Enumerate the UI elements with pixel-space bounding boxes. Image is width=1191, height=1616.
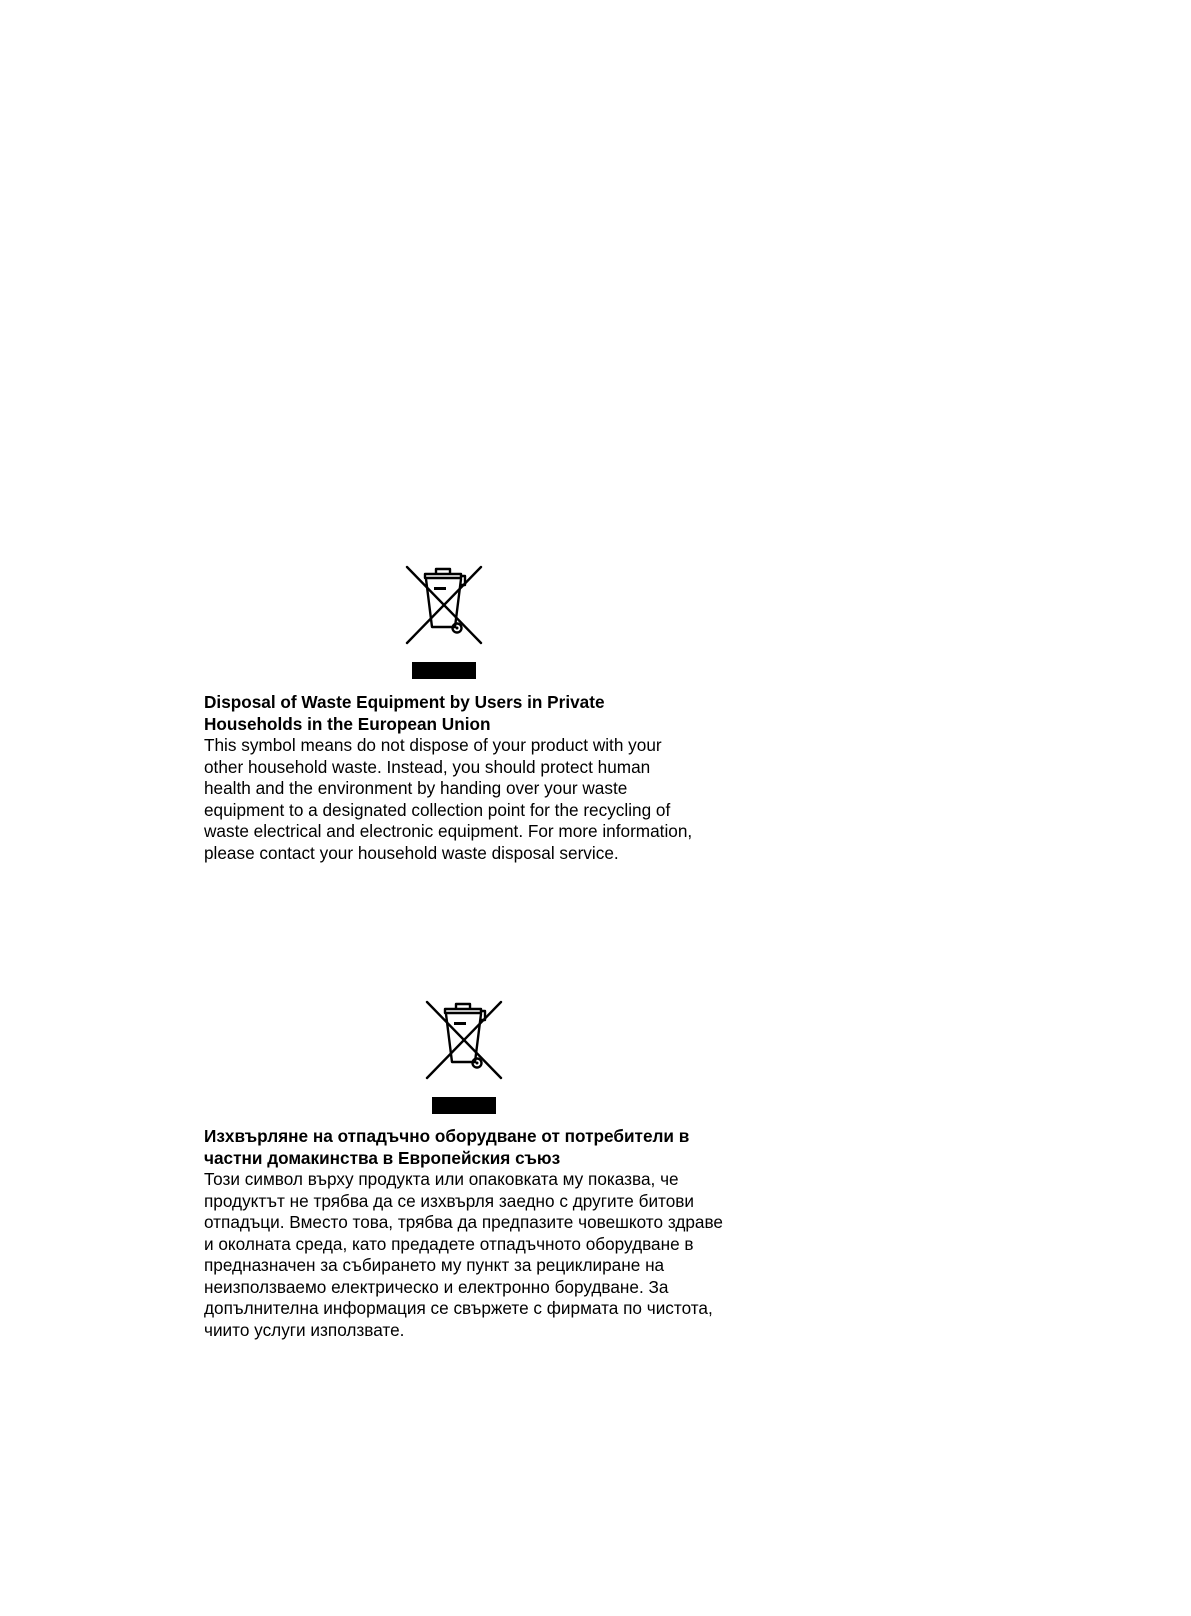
body-line: продуктът не трябва да се изхвърля заедно с другите битови (204, 1190, 695, 1211)
notice-title-en (204, 692, 605, 735)
body-line: This symbol means do not dispose of your product with your (204, 735, 662, 755)
title-line: Изхвърляне на отпадъчно оборудване от потребители в (204, 1126, 690, 1146)
crossed-out-wheelie-bin-icon (405, 565, 483, 680)
body-line: waste electrical and electronic equipment. For more information, (204, 821, 693, 841)
notice-body-bg (204, 1169, 723, 1341)
body-line: please contact your household waste disposal service. (204, 842, 619, 863)
body-line: health and the environment by handing over your waste (204, 778, 628, 798)
body-line: и околната среда, като предадете отпадъчното оборудване в (204, 1233, 694, 1254)
notice-body-en (204, 735, 692, 864)
body-line: неизползваемо електрическо и електронно борудване. За (204, 1276, 669, 1297)
body-line: Този символ върху продукта или опаковката му показва, че (204, 1169, 679, 1189)
body-line: предназначен за събирането му пункт за рециклиране на (204, 1255, 665, 1275)
notice-title-bg (204, 1126, 689, 1169)
body-line: other household waste. Instead, you should protect human (204, 756, 651, 777)
crossed-out-wheelie-bin-icon (425, 1000, 503, 1115)
body-line: чиито услуги използвате. (204, 1319, 405, 1340)
title-line: частни домакинства в Европейския съюз (204, 1147, 561, 1168)
body-line: equipment to a designated collection point for the recycling of (204, 799, 671, 820)
body-line: допълнителна информация се свържете с фирмата по чистота, (204, 1298, 713, 1318)
body-line: отпадъци. Вместо това, трябва да предпазите човешкото здраве (204, 1212, 723, 1232)
title-line: Households in the European Union (204, 713, 491, 734)
title-line: Disposal of Waste Equipment by Users in Private (204, 692, 605, 712)
